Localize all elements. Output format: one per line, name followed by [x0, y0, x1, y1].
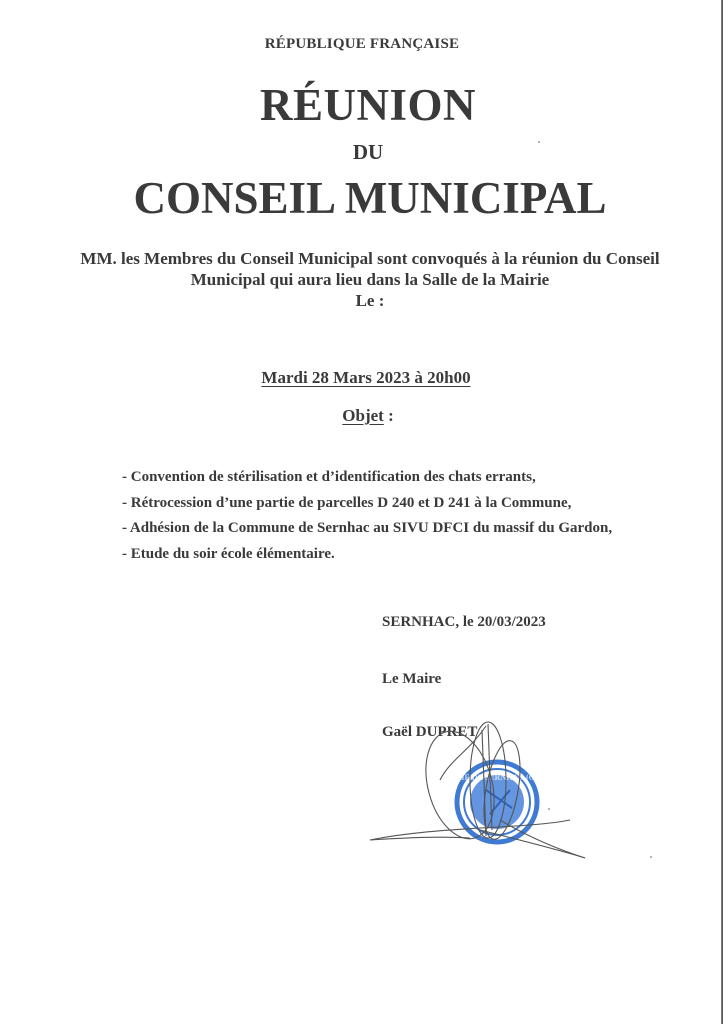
convocation-text	[8, 248, 724, 311]
country-heading: RÉPUBLIQUE FRANÇAISE	[264, 36, 460, 52]
title-conseil-municipal: CONSEIL MUNICIPAL	[133, 173, 607, 223]
agenda-item: - Adhésion de la Commune de Sernhac au SIVU DFCI du massif du Gardon,	[122, 520, 613, 536]
agenda-item: - Convention de stérilisation et d’identification des chats errants,	[122, 469, 536, 485]
convocation-line-1: MM. les Membres du Conseil Municipal sont convoqués à la réunion du Conseil	[80, 249, 660, 268]
agenda-item: - Rétrocession d’une partie de parcelles D 240 et D 241 à la Commune,	[122, 494, 572, 511]
objet-heading	[6, 406, 724, 426]
objet-label: Objet	[342, 406, 384, 425]
stamp-text: MAIRIE DE SERNHAC (GARD)	[439, 773, 555, 782]
objet-colon: :	[383, 406, 394, 425]
signatory-name: Gaël DUPRET	[382, 724, 478, 740]
scan-speck	[650, 856, 652, 858]
meeting-date	[4, 368, 724, 388]
agenda-item: - Etude du soir école élémentaire.	[122, 545, 335, 562]
signatory-title: Le Maire	[382, 671, 442, 687]
signature-and-stamp	[360, 720, 660, 880]
scan-speck	[538, 141, 540, 143]
agenda-list	[122, 465, 612, 567]
scan-edge-line	[721, 0, 723, 1024]
scan-speck	[548, 808, 550, 810]
title-reunion: RÉUNION	[259, 80, 477, 130]
convocation-line-2: Municipal qui aura lieu dans la Salle de la Mairie	[190, 270, 550, 289]
place-and-date: SERNHAC, le 20/03/2023	[382, 614, 546, 630]
convocation-line-3: Le :	[355, 291, 385, 310]
title-du: DU	[352, 140, 384, 164]
meeting-date-text: Mardi 28 Mars 2023 à 20h00	[261, 368, 471, 387]
